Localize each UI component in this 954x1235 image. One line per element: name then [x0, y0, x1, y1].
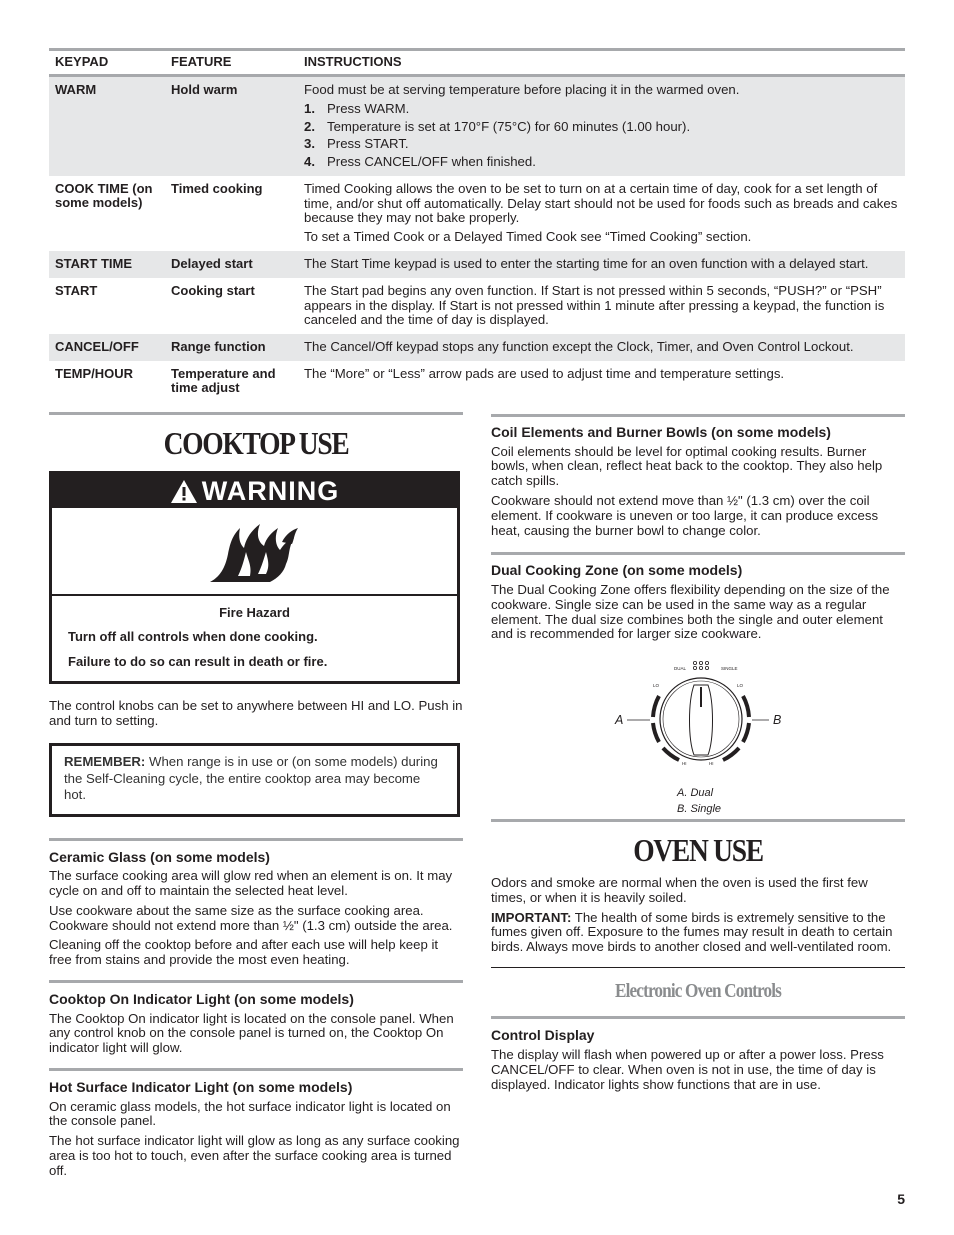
- table-header-row: [49, 50, 905, 76]
- warning-picture: [52, 508, 457, 596]
- indicator-paragraph: The Cooktop On indicator light is located on the console panel. When any control knob on the console panel is turned on, the Cooktop On indicator light will glow.: [49, 1010, 454, 1056]
- dual-paragraph: The Dual Cooking Zone offers flexibility depending on the size of the cookware. Single size can be used in the same way as a regular element. The dual size combines both the single and outer element and is recommended for larger size cookware.: [491, 582, 890, 642]
- hot-surface-heading: Hot Surface Indicator Light (on some models): [49, 1078, 353, 1095]
- control-display-heading: Control Display: [491, 1027, 595, 1044]
- indicator-heading: Cooktop On Indicator Light (on some models): [49, 990, 354, 1007]
- step-number: 2.: [304, 118, 315, 134]
- warning-box: [49, 471, 460, 685]
- knob-dual-label: DUAL: [674, 666, 687, 672]
- section-divider: [49, 412, 463, 415]
- knob-lo-label: LO: [737, 683, 744, 689]
- table-row: [49, 278, 905, 334]
- keypad-table: [49, 48, 905, 402]
- instruction-text: The Start Time keypad is used to enter the starting time for an oven function with a delayed start.: [304, 256, 869, 272]
- section-divider: [49, 838, 463, 841]
- instruction-step: [304, 102, 899, 117]
- header-feature: FEATURE: [171, 54, 232, 70]
- coil-paragraph: Cookware should not extend move than ½" (1.3 cm) over the coil element. If cookware is uneven or too large, it can produce excess heat, causing the burner bowl to change color.: [491, 493, 879, 538]
- control-display-paragraph: The display will flash when powered up or after a power loss. Press CANCEL/OFF to clear. When oven is not in use, the time of day is displayed. Indicator lights show functions that are in use.: [491, 1046, 884, 1092]
- remember-text: When range is in use or (on some models) during the Self-Cleaning cycle, the entire cooktop area may become hot.: [64, 754, 438, 803]
- ceramic-paragraph: Cleaning off the cooktop before and after each use will help keep it free from stains and provide the most even heating.: [49, 937, 439, 968]
- table-row: [49, 361, 905, 402]
- section-divider: [491, 414, 905, 417]
- caption-b: B. Single: [677, 803, 722, 816]
- instructions-cell: [298, 76, 905, 176]
- step-text: Press START.: [327, 136, 409, 152]
- feature-cell: Hold warm: [165, 76, 298, 176]
- ceramic-paragraph: The surface cooking area will glow red when an element is on. It may cycle on and off to maintain the selected heat level.: [49, 868, 453, 898]
- instructions-cell: [298, 278, 905, 334]
- hot-surface-paragraph: The hot surface indicator light will glow as long as any surface cooking area is too hot to touch, even after the surface cooking area is turned off.: [49, 1133, 460, 1178]
- left-column: [49, 412, 463, 1183]
- keypad-cell: COOK TIME (on some models): [55, 180, 153, 211]
- header-instructions: INSTRUCTIONS: [304, 54, 402, 70]
- knob-hi-label: HI: [682, 761, 687, 767]
- instruction-step: [304, 155, 899, 170]
- warning-text: [52, 596, 457, 682]
- warning-line: Failure to do so can result in death or fire.: [68, 653, 328, 669]
- keypad-cell: START: [55, 282, 98, 298]
- step-text: Press WARM.: [327, 100, 410, 116]
- table-row: [49, 176, 905, 251]
- section-divider: [49, 1068, 463, 1071]
- hot-surface-paragraph: On ceramic glass models, the hot surface indicator light is located on the console panel.: [49, 1098, 451, 1129]
- electronic-controls-subtitle: Electronic Oven Controls: [614, 979, 782, 1002]
- feature-cell: Temperature and time adjust: [171, 365, 276, 396]
- instructions-cell: [298, 176, 905, 251]
- remember-label: REMEMBER:: [64, 754, 146, 770]
- table-row: [49, 334, 905, 361]
- keypad-cell: WARM: [49, 76, 165, 176]
- section-divider: [491, 819, 905, 822]
- knob-lo-label: LO: [653, 683, 660, 689]
- instruction-text: The Cancel/Off keypad stops any function except the Clock, Timer, and Oven Control Lockout.: [304, 339, 854, 355]
- control-knob-diagram: [491, 647, 905, 817]
- feature-cell: Range function: [165, 334, 298, 361]
- step-text: Press CANCEL/OFF when finished.: [327, 154, 536, 170]
- warning-label: WARNING: [201, 475, 340, 506]
- instruction-text: To set a Timed Cook or a Delayed Timed Cook see “Timed Cooking” section.: [304, 229, 752, 245]
- oven-use-title: OVEN USE: [633, 832, 763, 869]
- knob-hi-label: HI: [709, 761, 714, 767]
- dual-heading: Dual Cooking Zone (on some models): [491, 562, 743, 579]
- header-keypad: KEYPAD: [55, 54, 109, 70]
- warning-header: [52, 474, 457, 508]
- instruction-text: Timed Cooking allows the oven to be set to turn on at a certain time of day, cook for a set length of time, and/or shut off automatically. Delay start should not be used for foods such as breads and cakes because they may not bake properly.: [304, 180, 898, 226]
- keypad-cell: TEMP/HOUR: [55, 365, 133, 381]
- important-text: The health of some birds is extremely sensitive to the fumes given off. Exposure to the fumes may result in death to certain birds. Always move birds to another closed and well-ventilated room.: [491, 909, 893, 955]
- coil-heading: Coil Elements and Burner Bowls (on some models): [491, 424, 831, 440]
- dual-zone-figure: [491, 647, 905, 817]
- feature-cell: Timed cooking: [171, 180, 263, 196]
- table-row: [49, 251, 905, 278]
- label-a: A: [615, 713, 624, 728]
- ceramic-heading: Ceramic Glass (on some models): [49, 848, 270, 865]
- step-number: 1.: [304, 100, 315, 116]
- knob-paragraph: The control knobs can be set to anywhere between HI and LO. Push in and turn to setting.: [49, 698, 463, 729]
- instruction-step: [304, 137, 899, 152]
- instruction-text: Food must be at serving temperature before placing it in the warmed oven.: [304, 82, 740, 97]
- instructions-cell: [298, 334, 905, 361]
- keypad-cell: START TIME: [49, 251, 165, 278]
- important-label: IMPORTANT:: [491, 909, 572, 925]
- instructions-cell: [298, 361, 905, 402]
- remember-box: [49, 743, 460, 817]
- instruction-step: [304, 120, 899, 135]
- table-row: [49, 76, 905, 176]
- hazard-title: Fire Hazard: [219, 604, 290, 620]
- section-divider: [491, 967, 905, 968]
- instruction-text: The “More” or “Less” arrow pads are used to adjust time and temperature settings.: [304, 365, 785, 381]
- step-text: Temperature is set at 170°F (75°C) for 60 minutes (1.00 hour).: [327, 118, 691, 134]
- feature-cell: Cooking start: [171, 282, 255, 298]
- step-number: 4.: [304, 154, 315, 170]
- instructions-cell: [298, 251, 905, 278]
- warning-triangle-icon: [170, 478, 198, 504]
- section-divider: [491, 1016, 905, 1019]
- step-number: 3.: [304, 136, 315, 152]
- cooktop-use-title: COOKTOP USE: [163, 425, 349, 461]
- fire-hazard-icon: [208, 518, 302, 584]
- knob-single-label: SINGLE: [721, 666, 738, 672]
- oven-paragraph: Odors and smoke are normal when the oven is used the first few times, or when it is heavily soiled.: [491, 874, 868, 905]
- ceramic-paragraph: Use cookware about the same size as the surface cooking area. Cookware should not extend more than ½" (1.3 cm) outside the area.: [49, 902, 453, 933]
- caption-a: A. Dual: [677, 787, 714, 800]
- label-b: B: [773, 713, 782, 728]
- important-paragraph: [491, 911, 905, 955]
- feature-cell: Delayed start: [165, 251, 298, 278]
- section-divider: [49, 980, 463, 983]
- page-number: 5: [897, 1191, 905, 1207]
- section-divider: [491, 552, 905, 555]
- coil-paragraph: Coil elements should be level for optimal cooking results. Burner bowls, when clean, reflect heat back to the cooktop. They also help catch spills.: [491, 443, 883, 489]
- right-column: [491, 414, 905, 1097]
- keypad-cell: CANCEL/OFF: [49, 334, 165, 361]
- warning-line: Turn off all controls when done cooking.: [68, 629, 318, 645]
- instruction-text: The Start pad begins any oven function. If Start is not pressed within 5 seconds, “PUSH?” or “PSH” appears in the display. If Start is not pressed within 1 minute after pressing a keypad, the function is canceled and the time of day is displayed.: [304, 282, 885, 328]
